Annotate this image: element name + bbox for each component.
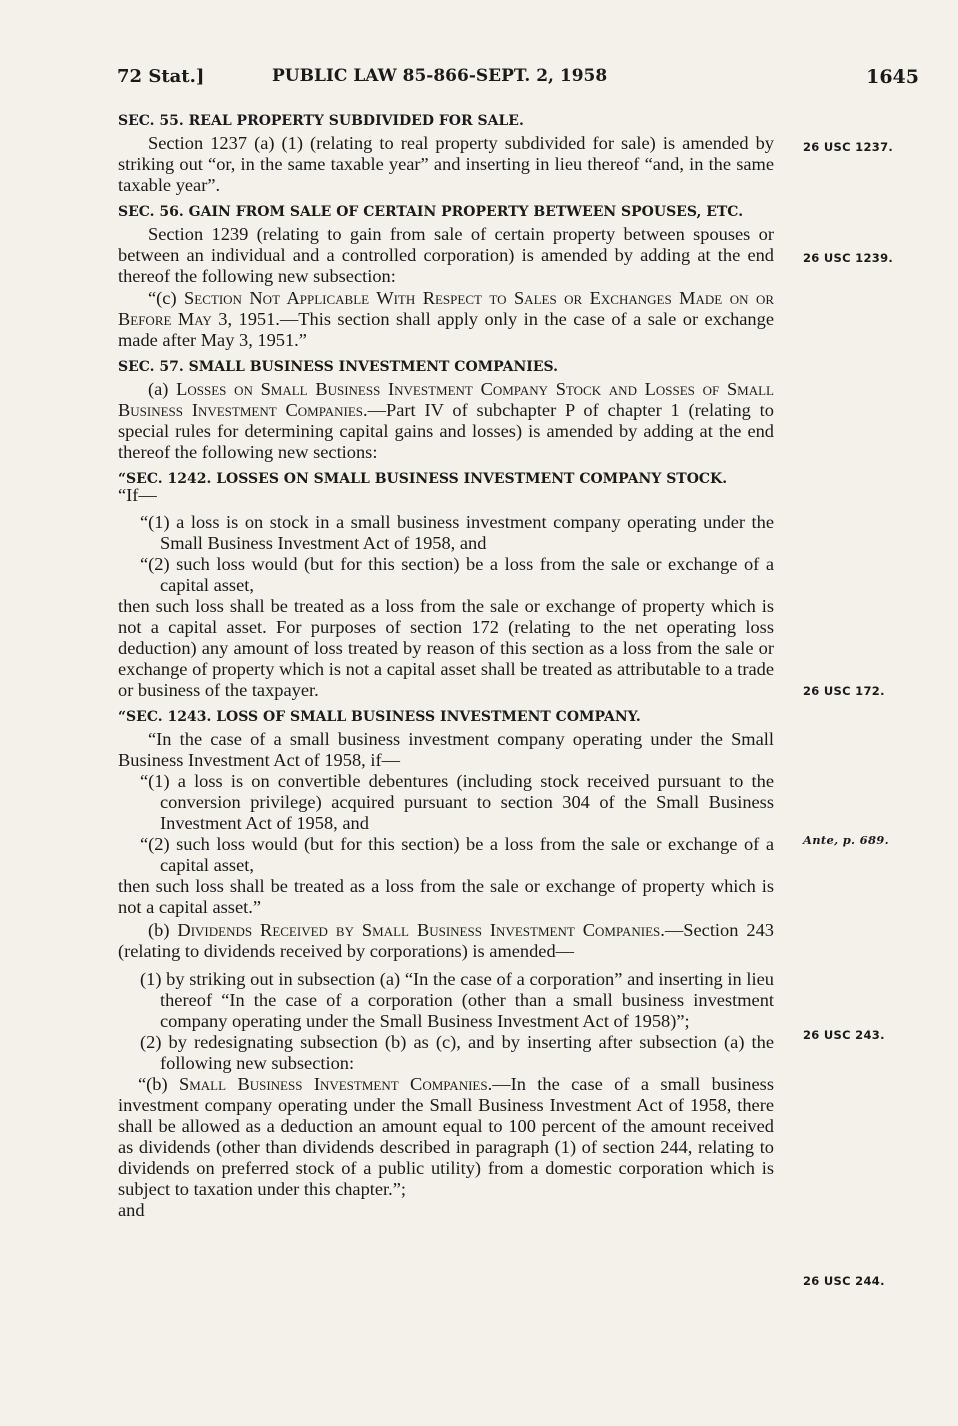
new-subsection-b-text: —In the case of a small business investment company operating under the Small Business Investment Act of 1958, there shall be allowed as a deduction an amount equal to 100 percent of the amount received as dividends (other than dividends described in paragraph (1) of section 244, relating to dividends on preferred stock of a public utility) from a domestic corporation which is subject to taxation under this chapter.”; (118, 1074, 774, 1199)
subsection-a-text: —Part IV of subchapter P of chapter 1 (relating to special rules for determining capital gains and losses) is amended by adding at the end thereof the following new sections: (118, 400, 774, 462)
page-header (117, 66, 919, 94)
section-57-subsection-a (118, 379, 774, 463)
section-56-subsection-c (118, 288, 774, 351)
margin-note-26-usc-1237: 26 USC 1237. (803, 140, 894, 154)
section-1243-item-1: “(1) a loss is on convertible debentures (including stock received pursuant to the conversion privilege) acquired pursuant to section 304 of the Small Business Investment Act of 1958, and (140, 771, 774, 833)
section-1242-heading: “SEC. 1242. LOSSES ON SMALL BUSINESS INVESTMENT COMPANY STOCK. (118, 471, 728, 487)
section-57-heading: SEC. 57. SMALL BUSINESS INVESTMENT COMPANIES. (118, 359, 559, 375)
subsection-a-caption: Losses on Small Business Investment Company Stock and Losses of Small Business Investment Companies. (118, 379, 775, 420)
margin-note-26-usc-172: 26 USC 172. (803, 684, 885, 698)
section-1242-conclusion: then such loss shall be treated as a loss from the sale or exchange of property which is not a capital asset. For purposes of section 172 (relating to the net operating loss deduction) any amount of loss treated by reason of this section as a loss from the sale or exchange of property which is not a capital asset shall be treated as attributable to a trade or business of the taxpayer. (118, 596, 774, 700)
subsection-c-text: —This section shall apply only in the case of a sale or exchange made after May 3, 1951.” (118, 309, 774, 350)
margin-note-26-usc-244: 26 USC 244. (803, 1274, 885, 1288)
section-55-heading: SEC. 55. REAL PROPERTY SUBDIVIDED FOR SALE. (118, 113, 524, 129)
subsection-c-caption: Section Not Applicable With Respect to Sales or Exchanges Made on or Before May 3, 1951. (118, 288, 774, 329)
subsection-b-item-1: (1) by striking out in subsection (a) “In the case of a corporation” and inserting in lieu thereof “In the case of a corporation (other than a small business investment company operating under the Small Business Investment Act of 1958)”; (140, 969, 774, 1031)
page-number: 1645 (866, 66, 919, 88)
document-body (118, 112, 774, 1228)
margin-note-26-usc-243: 26 USC 243. (803, 1028, 885, 1042)
section-57-subsection-b (118, 920, 774, 962)
subsection-b-and: and (118, 1200, 145, 1220)
section-1243-conclusion: then such loss shall be treated as a loss from the sale or exchange of property which is not a capital asset.” (118, 876, 774, 917)
section-1243-intro: “In the case of a small business investment company operating under the Small Business Investment Act of 1958, if— (118, 729, 774, 770)
subsection-b-label: (b) (148, 920, 178, 940)
subsection-a-label: (a) (148, 379, 177, 399)
subsection-b-new-subsection (118, 1074, 774, 1200)
section-56-text: Section 1239 (relating to gain from sale of certain property between spouses or between an individual and a controlled corporation) is amended by adding at the end thereof the following new subsection: (118, 224, 774, 286)
section-1242-item-2: “(2) such loss would (but for this section) be a loss from the sale or exchange of a capital asset, (140, 554, 774, 595)
section-56-heading: SEC. 56. GAIN FROM SALE OF CERTAIN PROPERTY BETWEEN SPOUSES, ETC. (118, 204, 744, 220)
margin-note-ante-p-689: Ante, p. 689. (803, 833, 889, 847)
section-1242-if: “If— (118, 485, 157, 505)
subsection-b-text: —Section 243 (relating to dividends received by corporations) is amended— (118, 920, 774, 961)
section-1243-item-2: “(2) such loss would (but for this section) be a loss from the sale or exchange of a capital asset, (140, 834, 774, 875)
margin-note-26-usc-1239: 26 USC 1239. (803, 251, 894, 265)
subsection-c-label: “(c) (148, 288, 185, 308)
subsection-b-caption: Dividends Received by Small Business Investment Companies. (177, 920, 665, 940)
section-55-text: Section 1237 (a) (1) (relating to real property subdivided for sale) is amended by striking out “or, in the same taxable year” and inserting in lieu thereof “and, in the same taxable year”. (118, 133, 774, 195)
new-subsection-b-caption: Small Business Investment Companies. (179, 1074, 493, 1094)
statute-volume: 72 Stat.] (117, 66, 205, 87)
subsection-b-item-2: (2) by redesignating subsection (b) as (c), and by inserting after subsection (a) the following new subsection: (140, 1032, 774, 1073)
section-1242-item-1: “(1) a loss is on stock in a small business investment company operating under the Small Business Investment Act of 1958, and (140, 512, 774, 553)
section-1243-heading: “SEC. 1243. LOSS OF SMALL BUSINESS INVESTMENT COMPANY. (118, 709, 641, 725)
public-law-title: PUBLIC LAW 85-866-SEPT. 2, 1958 (272, 66, 608, 86)
new-subsection-b-label: “(b) (138, 1074, 179, 1094)
